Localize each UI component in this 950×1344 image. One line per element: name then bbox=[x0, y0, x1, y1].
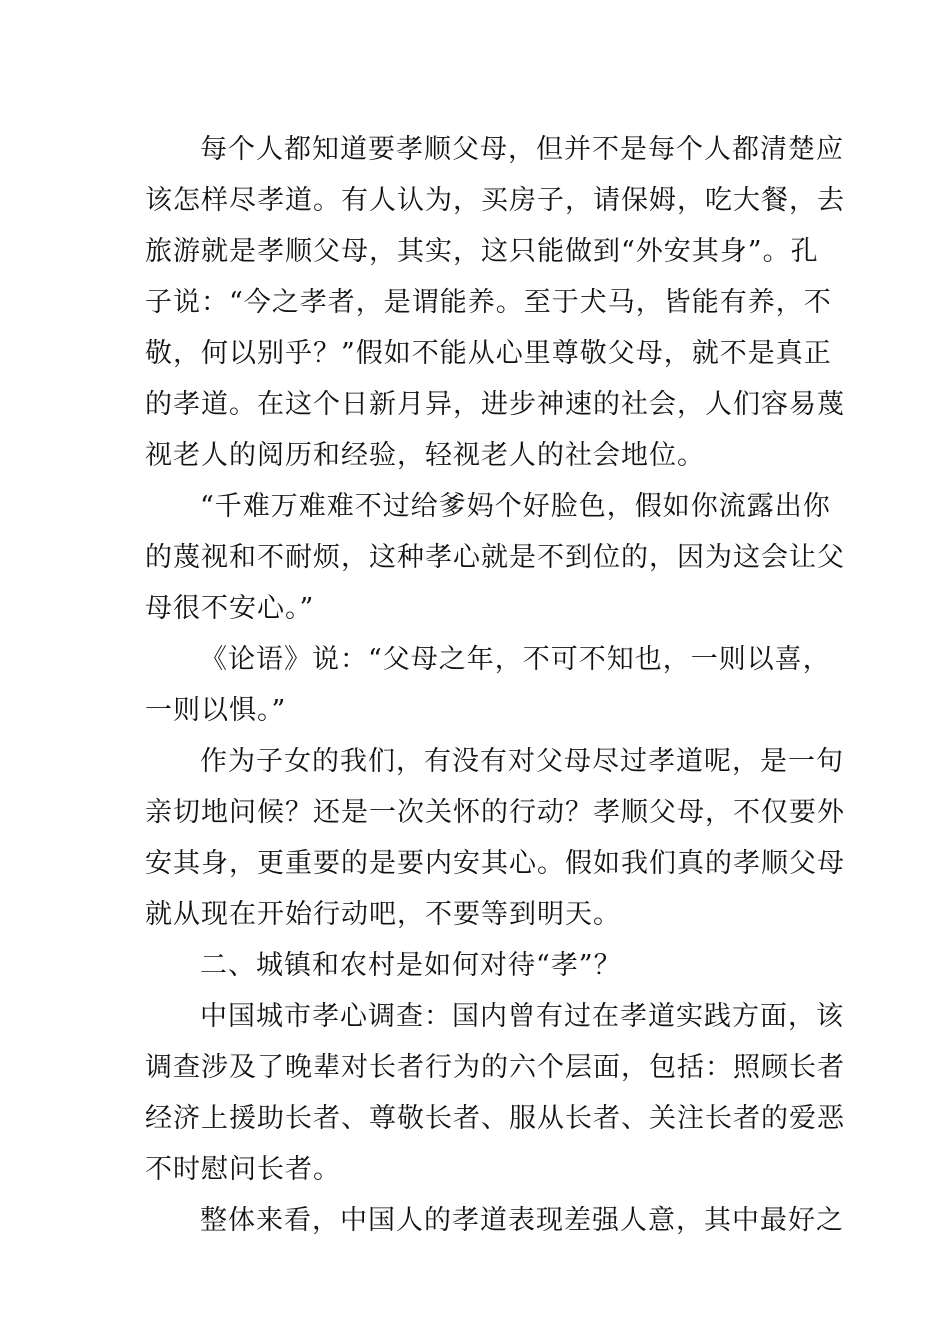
text-line: 亲切地问候？还是一次关怀的行动？孝顺父母，不仅要外 bbox=[145, 797, 845, 828]
text-line: 《论语》说：“父母之年，不可不知也，一则以喜， bbox=[200, 644, 831, 675]
text-line: 每个人都知道要孝顺父母，但并不是每个人都清楚应 bbox=[200, 134, 844, 165]
text-line: 母很不安心。” bbox=[145, 593, 315, 624]
text-line: 调查涉及了晚辈对长者行为的六个层面，包括：照顾长者 bbox=[145, 1052, 845, 1083]
text-line: “千难万难难不过给爹妈个好脸色，假如你流露出你 bbox=[200, 491, 831, 522]
text-line: 的孝道。在这个日新月异，进步神速的社会，人们容易蔑 bbox=[145, 389, 845, 420]
text-line: 该怎样尽孝道。有人认为，买房子，请保姆，吃大餐，去 bbox=[145, 185, 845, 216]
text-line: 就从现在开始行动吧，不要等到明天。 bbox=[145, 899, 621, 930]
text-line: 不时慰问长者。 bbox=[145, 1154, 341, 1185]
text-line: 整体来看，中国人的孝道表现差强人意，其中最好之 bbox=[200, 1205, 844, 1236]
paragraph-4 bbox=[145, 736, 845, 940]
text-line: 敬，何以别乎？”假如不能从心里尊敬父母，就不是真正 bbox=[145, 338, 832, 369]
paragraph-2 bbox=[145, 481, 845, 634]
paragraph-6 bbox=[145, 991, 845, 1195]
text-line: 中国城市孝心调查：国内曾有过在孝道实践方面，该 bbox=[200, 1001, 844, 1032]
text-line: 安其身，更重要的是要内安其心。假如我们真的孝顺父母 bbox=[145, 848, 845, 879]
document-body bbox=[145, 124, 845, 1246]
text-line: 视老人的阅历和经验，轻视老人的社会地位。 bbox=[145, 440, 705, 471]
text-line: 子说：“今之孝者，是谓能养。至于犬马，皆能有养，不 bbox=[145, 287, 832, 318]
text-line: 一则以惧。” bbox=[145, 695, 287, 726]
paragraph-1 bbox=[145, 124, 845, 481]
text-line: 的蔑视和不耐烦，这种孝心就是不到位的，因为这会让父 bbox=[145, 542, 845, 573]
paragraph-7 bbox=[145, 1195, 844, 1246]
text-line: 旅游就是孝顺父母，其实，这只能做到“外安其身”。孔 bbox=[145, 236, 819, 267]
text-line: 经济上援助长者、尊敬长者、服从长者、关注长者的爱恶 bbox=[145, 1103, 845, 1134]
text-line: 作为子女的我们，有没有对父母尽过孝道呢，是一句 bbox=[200, 746, 844, 777]
paragraph-3 bbox=[145, 634, 831, 736]
section-heading bbox=[145, 940, 807, 991]
section-heading-text: 二、城镇和农村是如何对待“孝”？ bbox=[200, 950, 622, 981]
